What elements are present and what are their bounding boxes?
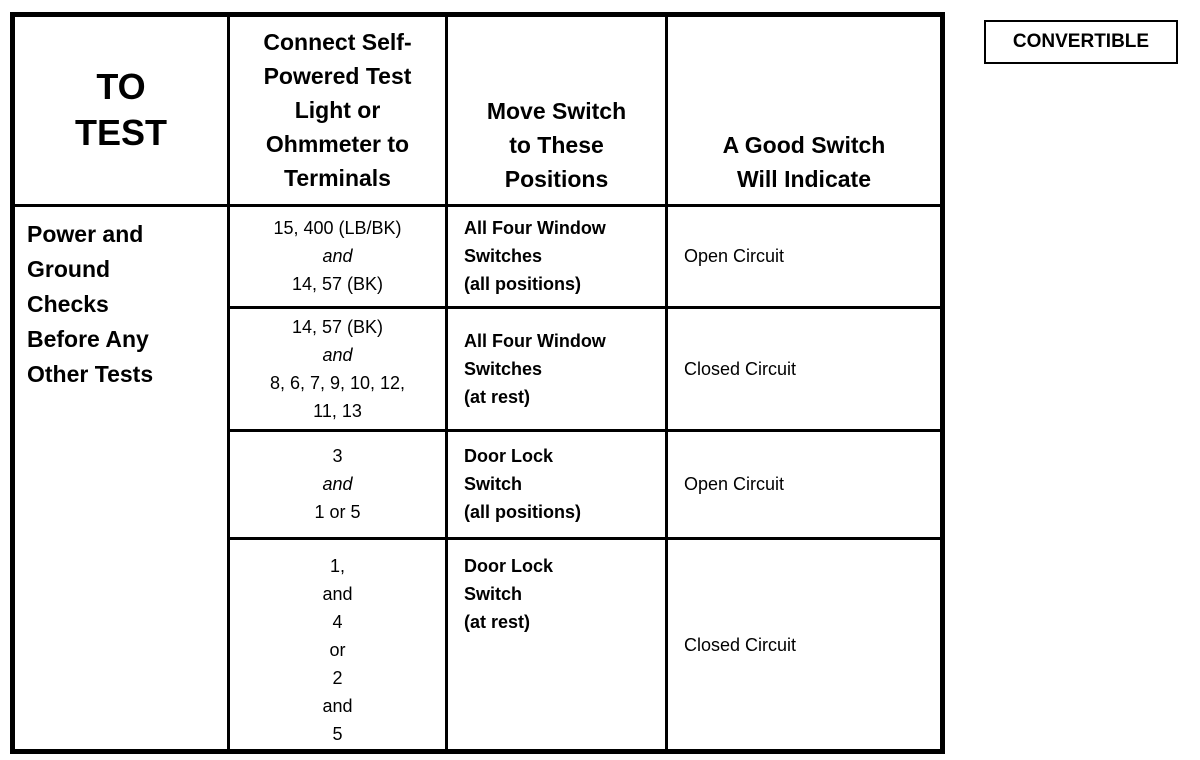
positions-line: (at rest) [464,386,531,407]
header-to-test-line: TO [96,66,146,108]
header-good-switch [667,15,943,206]
terminals-line: and [322,344,353,365]
section-label-line: Checks [27,290,109,317]
positions-line: (at rest) [464,612,531,633]
terminals-line: 5 [332,724,343,745]
terminals-line: 2 [332,668,343,689]
terminals-cell [229,205,447,307]
section-label-line: Other Tests [27,360,154,387]
terminals-cell [229,308,447,430]
section-label-line: Before Any [27,325,149,352]
positions-line: (all positions) [464,502,581,523]
terminals-line: and [322,246,353,267]
convertible-badge: CONVERTIBLE [984,20,1178,64]
positions-line: Door Lock [464,556,554,577]
terminals-line: and [322,584,353,605]
header-connect-terminals [229,15,447,206]
terminals-line: 4 [332,612,343,633]
positions-line: All Four Window [464,218,606,239]
header-indicate-line: A Good Switch [722,131,886,158]
indicate-cell: Open Circuit [667,430,943,538]
positions-line: (all positions) [464,274,581,295]
positions-cell [447,430,667,538]
header-to-test [13,15,229,206]
terminals-cell [229,539,447,752]
positions-line: All Four Window [464,330,606,351]
positions-line: Switch [464,474,523,495]
header-connect-line: Light or [294,97,381,124]
indicate-cell: Open Circuit [667,205,943,307]
terminals-line: and [322,696,353,717]
switch-test-table [10,12,945,754]
positions-cell [447,205,667,307]
indicate-cell: Closed Circuit [667,308,943,430]
header-connect-line: Powered Test [263,63,412,90]
header-move-switch [447,15,667,206]
section-label-line: Ground [27,255,111,282]
terminals-line: 14, 57 (BK) [291,316,384,337]
positions-line: Door Lock [464,446,554,467]
header-connect-line: Ohmmeter to [265,131,410,158]
section-power-ground-checks [13,205,229,751]
terminals-line: 1 or 5 [314,502,361,523]
terminals-cell [229,430,447,538]
header-connect-line: Terminals [284,165,391,192]
table-row [13,205,943,307]
header-move-line: Positions [504,165,609,192]
terminals-line: or [329,640,346,661]
section-label-line: Power and [27,220,144,247]
positions-cell [447,539,667,752]
header-to-test-line: TEST [74,112,167,154]
positions-line: Switches [464,358,543,379]
header-move-line: to These [509,131,604,158]
terminals-line: 1, [329,556,345,577]
terminals-line: 3 [332,446,343,467]
header-indicate-line: Will Indicate [737,165,871,192]
terminals-line: 8, 6, 7, 9, 10, 12, [269,372,406,393]
header-move-line: Move Switch [486,97,627,124]
terminals-line: 14, 57 (BK) [291,274,384,295]
header-connect-line: Connect Self- [263,29,412,56]
positions-line: Switch [464,584,523,605]
terminals-line: and [322,474,353,495]
positions-cell [447,308,667,430]
indicate-cell: Closed Circuit [667,539,943,752]
positions-line: Switches [464,246,543,267]
header-row [13,15,943,206]
terminals-line: 11, 13 [313,400,362,421]
terminals-line: 15, 400 (LB/BK) [273,218,402,239]
